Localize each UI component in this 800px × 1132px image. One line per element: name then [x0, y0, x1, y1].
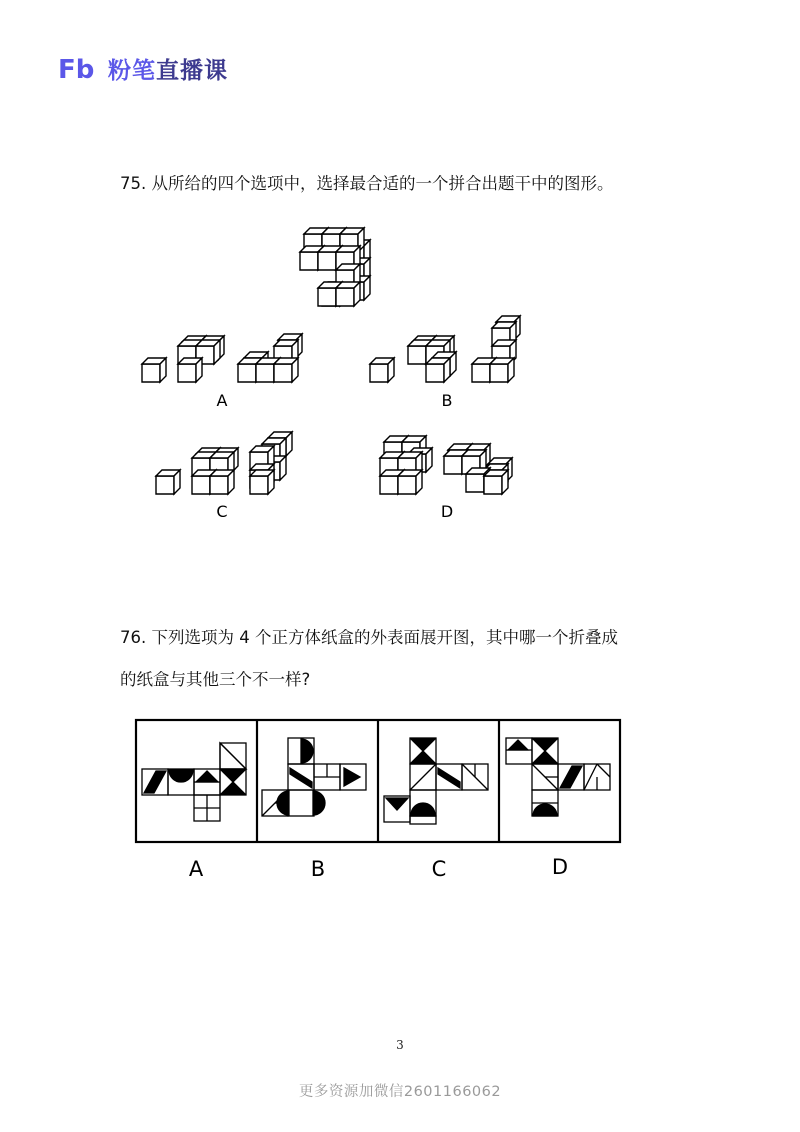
q76-label-a: A — [188, 857, 204, 881]
q75-figure — [0, 0, 800, 560]
watermark: 更多资源加微信2601166062 — [298, 1084, 502, 1100]
q75-label-c: C — [216, 502, 228, 521]
q76-label-c: C — [431, 857, 447, 881]
q75-option-d-pieces — [380, 436, 512, 494]
q75-option-b-pieces — [370, 316, 520, 382]
question-text-line1: 下列选项为 4 个正方体纸盒的外表面展开图，其中哪一个折叠成 — [151, 628, 618, 647]
q76-label-b: B — [310, 857, 326, 881]
q75-label-d: D — [440, 502, 454, 521]
q75-stem-shape — [300, 228, 370, 306]
page-number: 3 — [396, 1038, 404, 1052]
q75-option-a-pieces — [142, 334, 302, 382]
question-text: 从所给的四个选项中，选择最合适的一个拼合出题干中的图形。 — [151, 174, 614, 193]
logo-suffix: 直播课 — [156, 58, 228, 84]
logo-brand: 粉笔 — [108, 58, 156, 84]
question-76-line2: 的纸盒与其他三个不一样? — [120, 670, 311, 689]
q75-label-b: B — [441, 391, 453, 410]
logo-mark-text: Fb — [58, 54, 95, 83]
question-76 — [120, 624, 618, 648]
q76-label-d: D — [551, 855, 569, 879]
question-number: 76. — [120, 628, 147, 647]
question-number: 75. — [120, 174, 147, 193]
q75-label-a: A — [216, 391, 228, 410]
q75-option-c-pieces — [156, 432, 292, 494]
q76-figure — [130, 716, 630, 886]
